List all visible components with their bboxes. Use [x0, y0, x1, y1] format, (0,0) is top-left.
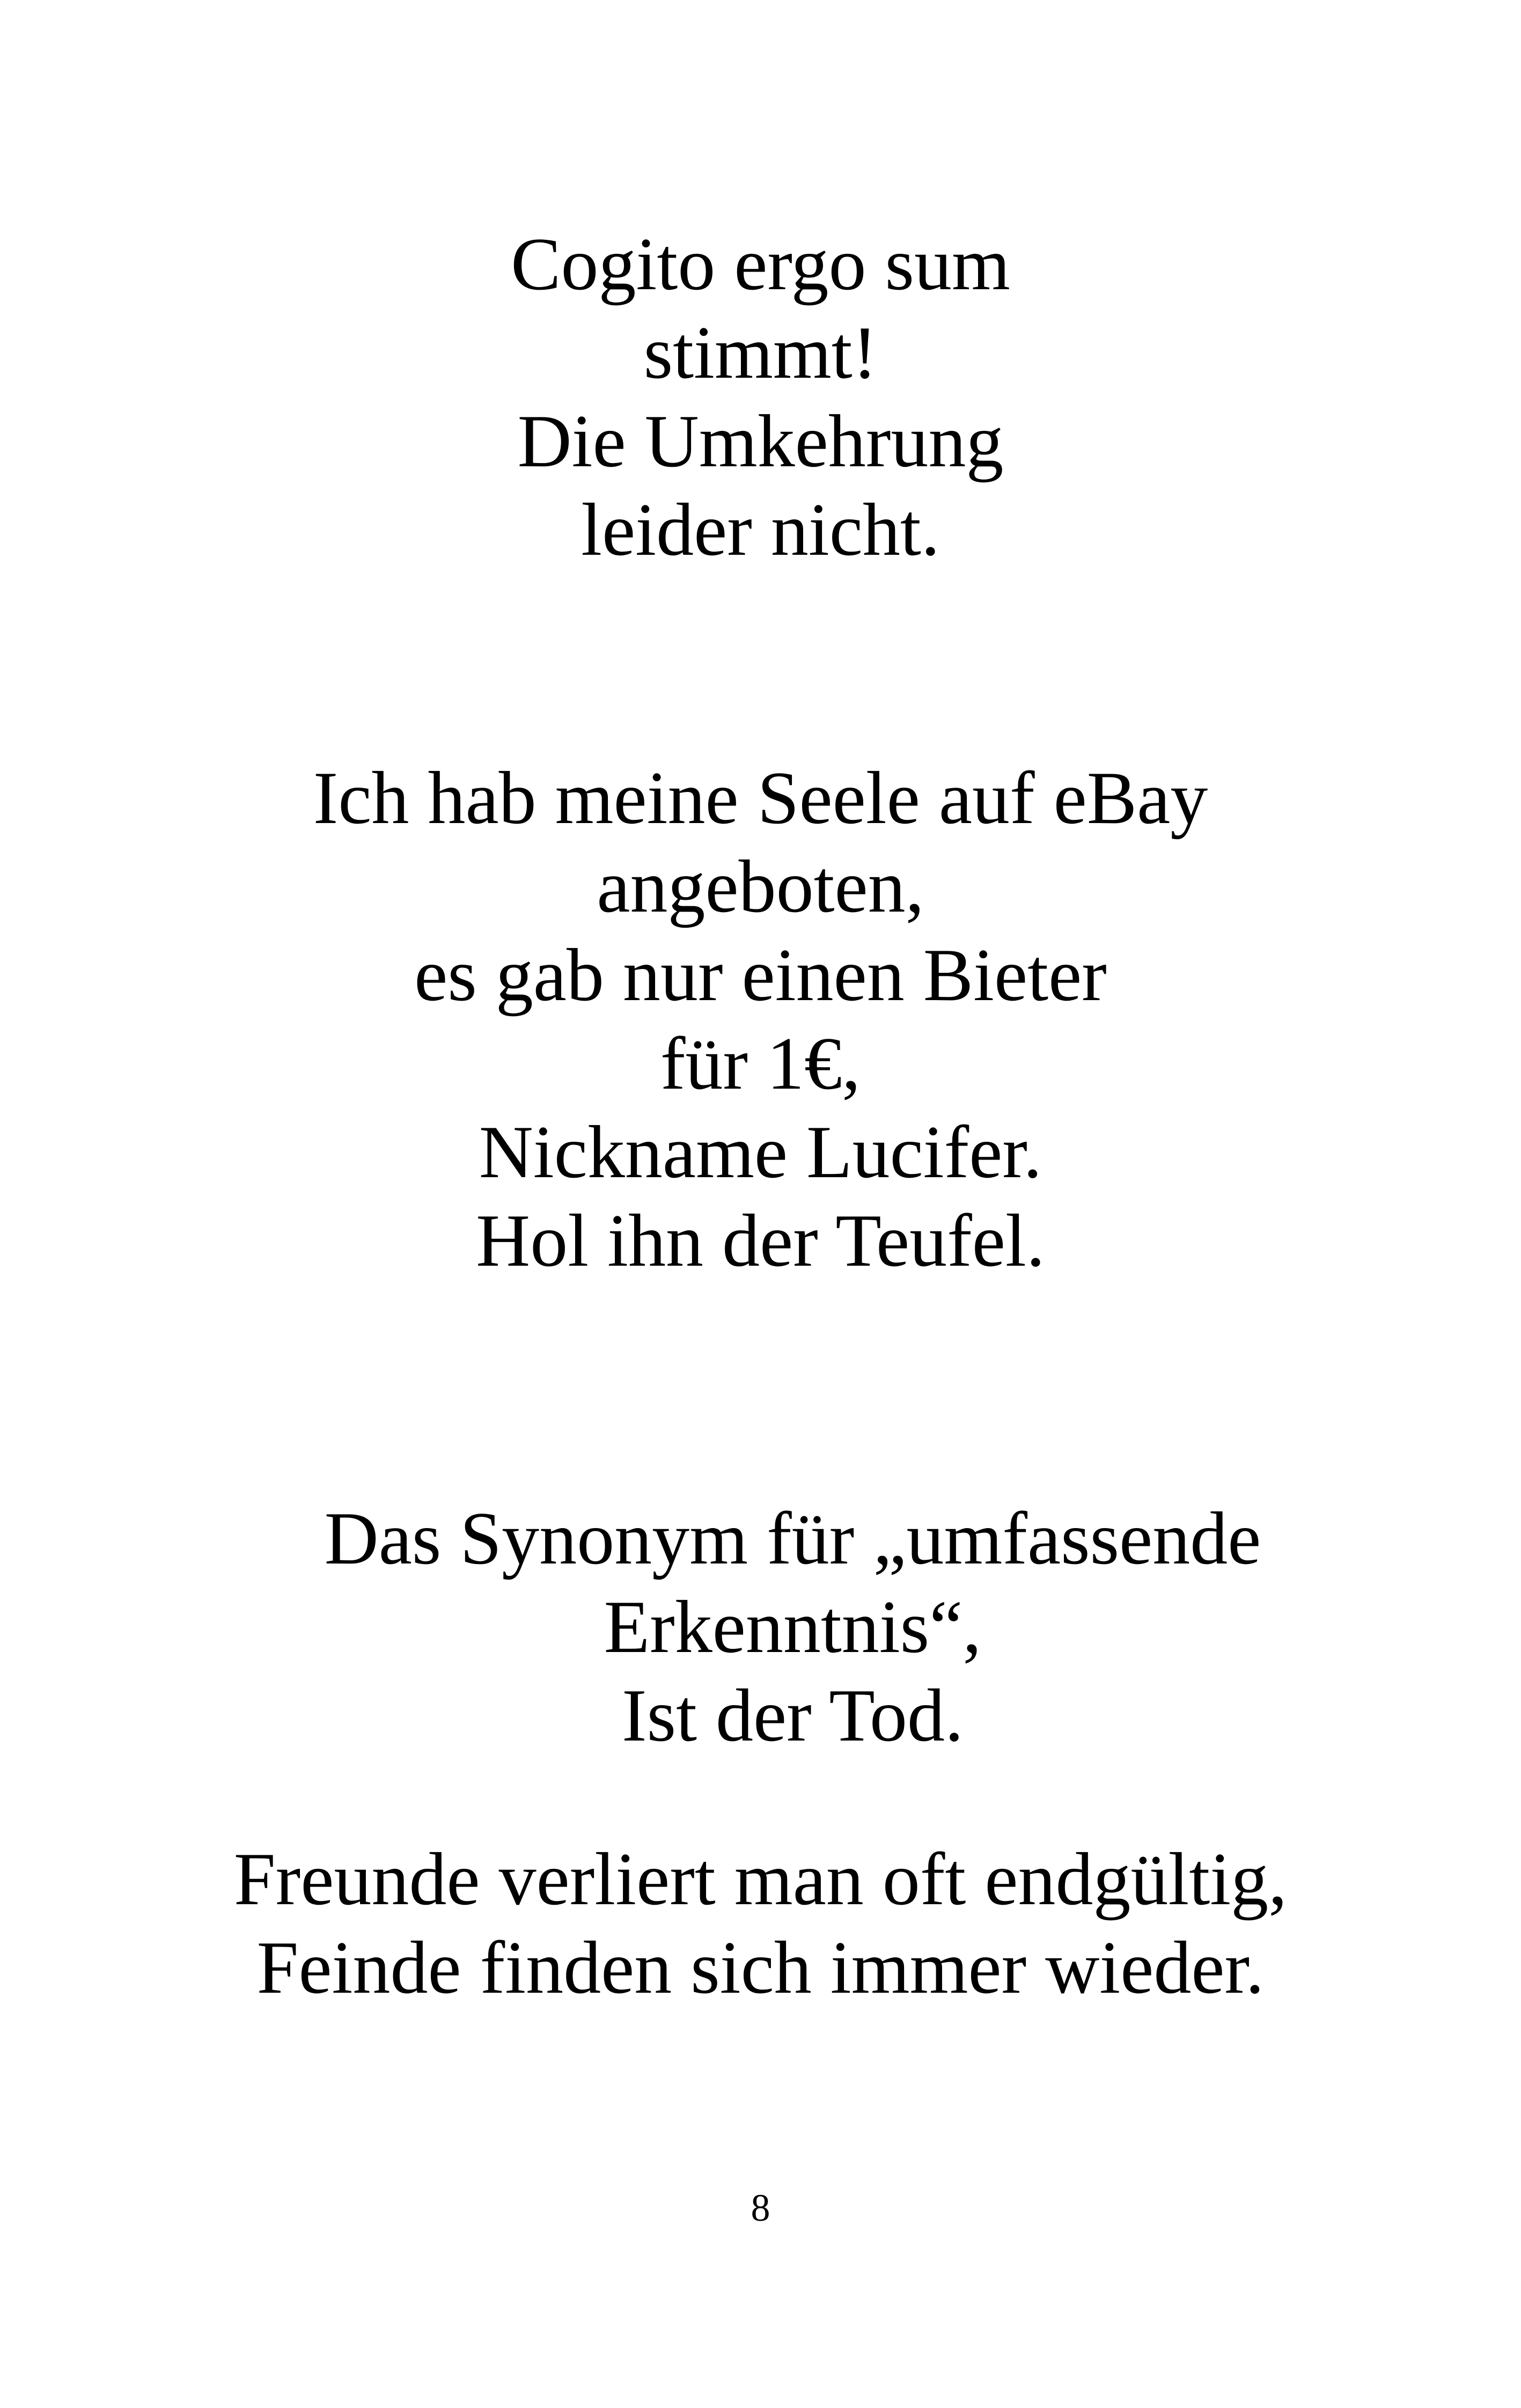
stanza-line: es gab nur einen Bieter — [414, 934, 1107, 1017]
stanza-line: Cogito ergo sum — [511, 223, 1010, 306]
stanza-line: Nickname Lucifer. — [479, 1111, 1042, 1194]
stanza-line: Erkenntnis“, — [604, 1585, 982, 1669]
stanza-line: stimmt! — [643, 311, 878, 394]
stanza-line: Feinde finden sich immer wieder. — [256, 1926, 1265, 2009]
stanza-line: leider nicht. — [581, 488, 940, 571]
stanza-line: Hol ihn der Teufel. — [476, 1199, 1045, 1282]
stanza-line: Freunde verliert man oft endgültig, — [233, 1838, 1288, 1921]
stanza-line: Ich hab meine Seele auf eBay — [313, 757, 1208, 840]
stanza-cogito — [0, 220, 1521, 574]
stanza-line: Das Synonym für „umfassende — [324, 1497, 1261, 1580]
stanza-line: Die Umkehrung — [517, 400, 1004, 483]
stanza-ebay-soul — [0, 754, 1521, 1285]
stanza-line: Ist der Tod. — [622, 1674, 964, 1757]
stanza-line: für 1€, — [660, 1022, 861, 1105]
page-number: 8 — [751, 2186, 770, 2229]
stanza-friends-enemies — [0, 1835, 1521, 2012]
stanza-line: angeboten, — [597, 845, 924, 928]
stanza-synonym — [32, 1494, 1521, 1760]
